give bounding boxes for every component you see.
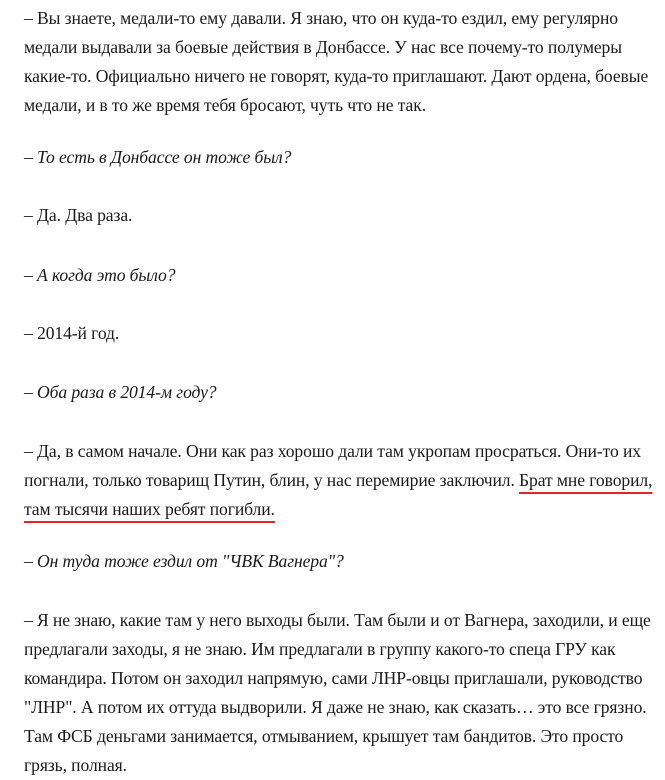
answer-text: – Да, в самом начале. Они как раз хорошо дали там укропам просраться. Они-то их погнали, только товарищ Путин, блин, у нас перемирие заключил.: [24, 441, 641, 490]
question-paragraph-both-times: – Оба раза в 2014-м году?: [24, 382, 217, 402]
highlighted-quote: Брат мне говорил, там тысячи наших ребят погибли.: [24, 470, 653, 519]
answer-paragraph-two-times: – Да. Два раза.: [24, 205, 133, 225]
answer-paragraph-year: – 2014-й год.: [24, 323, 120, 343]
answer-paragraph-exits: – Я не знаю, какие там у него выходы были. Там были и от Вагнера, заходили, и еще предлагали заходы, я не знаю. Им предлагали в группу какого-то спеца ГРУ как командира. Потом он заходил напрямую, сами ЛНР-овцы приглашали, руководство "ЛНР". А потом их оттуда выдворили. Я даже не знаю, как сказать… это все грязно. Там ФСБ деньгами занимается, отмыванием, крышует там бандитов. Это просто грязь, полная.: [24, 610, 651, 775]
question-paragraph-donbass: – То есть в Донбассе он тоже был?: [24, 147, 292, 167]
answer-paragraph-medals: – Вы знаете, медали-то ему давали. Я знаю, что он куда-то ездил, ему регулярно медали выдавали за боевые действия в Донбассе. У нас все почему-то полумеры какие-то. Официально ничего не говорят, куда-то приглашают. Дают ордена, боевые медали, и в то же время тебя бросают, чуть что не так.: [24, 8, 649, 115]
question-paragraph-when: – А когда это было?: [24, 265, 176, 285]
question-paragraph-wagner: – Он туда тоже ездил от "ЧВК Вагнера"?: [24, 551, 344, 571]
answer-paragraph-beginning: [24, 437, 654, 524]
